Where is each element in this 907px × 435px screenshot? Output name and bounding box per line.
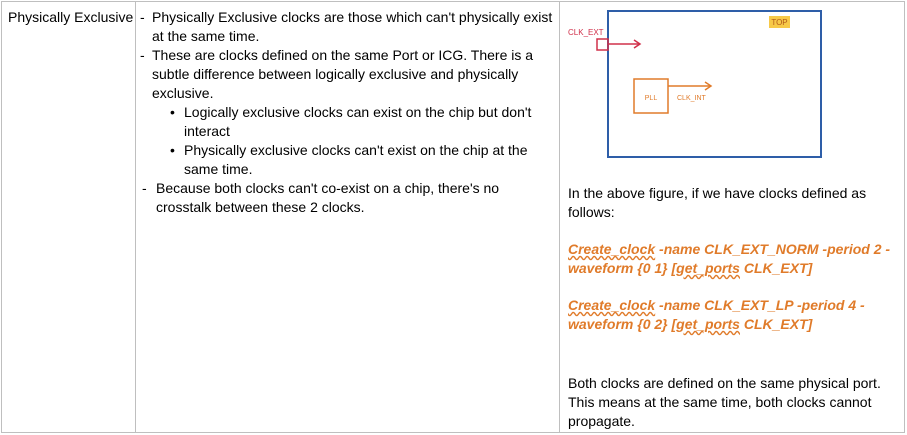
create-clock-command-1 — [568, 240, 898, 278]
clk-ext-label: CLK_EXT — [568, 28, 604, 37]
column-divider — [135, 2, 136, 432]
create-clock-keyword: Create_clock — [568, 241, 656, 257]
list-item-text: Because both clocks can't co-exist on a chip, there's no crosstalk between these 2 clocks. — [156, 180, 500, 215]
create-clock-keyword: Create_clock — [568, 297, 656, 313]
row-label: Physically Exclusive — [8, 9, 134, 25]
command-args: waveform {0 2} [ — [568, 316, 677, 332]
top-module-box — [608, 11, 821, 157]
command-args: waveform {0 1} [ — [568, 260, 677, 276]
clk-int-label: CLK_INT — [677, 95, 706, 102]
sub-list-item — [138, 141, 558, 179]
sub-list-item — [138, 103, 558, 141]
sub-list-item-text: Physically exclusive clocks can't exist on the chip at the same time. — [184, 142, 528, 177]
list-item — [138, 179, 558, 217]
command-args: -name CLK_EXT_NORM -period 2 - — [655, 241, 891, 257]
conclusion-text: Both clocks are defined on the same physical port. This means at the same time, both clocks cannot propagate. — [568, 375, 881, 429]
list-item-text: These are clocks defined on the same Port or ICG. There is a subtle difference between logically exclusive and physically exclusive. — [152, 47, 534, 101]
clock-diagram — [568, 2, 898, 182]
bullet-icon: • — [170, 104, 175, 120]
bullet-icon: • — [170, 142, 175, 158]
get-ports-keyword: get_ports — [676, 260, 740, 276]
column-divider — [559, 2, 560, 432]
list-item — [138, 8, 558, 46]
pll-label: PLL — [644, 95, 658, 102]
dash-bullet: - — [142, 180, 147, 196]
list-item — [138, 46, 558, 103]
description-cell — [138, 8, 558, 217]
list-item-text: Physically Exclusive clocks are those which can't physically exist at the same time. — [152, 9, 553, 44]
sub-list-item-text: Logically exclusive clocks can exist on the chip but don't interact — [184, 104, 532, 139]
dash-bullet: - — [140, 9, 145, 25]
top-label: TOP — [771, 18, 788, 27]
clk-ext-port — [597, 39, 608, 50]
get-ports-keyword: get_ports — [676, 316, 740, 332]
command-args: -name CLK_EXT_LP -period 4 - — [655, 297, 865, 313]
command-args: CLK_EXT] — [739, 260, 813, 276]
clock-definition-table — [1, 1, 905, 433]
create-clock-command-2 — [568, 296, 898, 334]
command-args: CLK_EXT] — [739, 316, 813, 332]
dash-bullet: - — [140, 47, 145, 63]
figure-description: In the above figure, if we have clocks defined as follows: — [568, 185, 867, 220]
